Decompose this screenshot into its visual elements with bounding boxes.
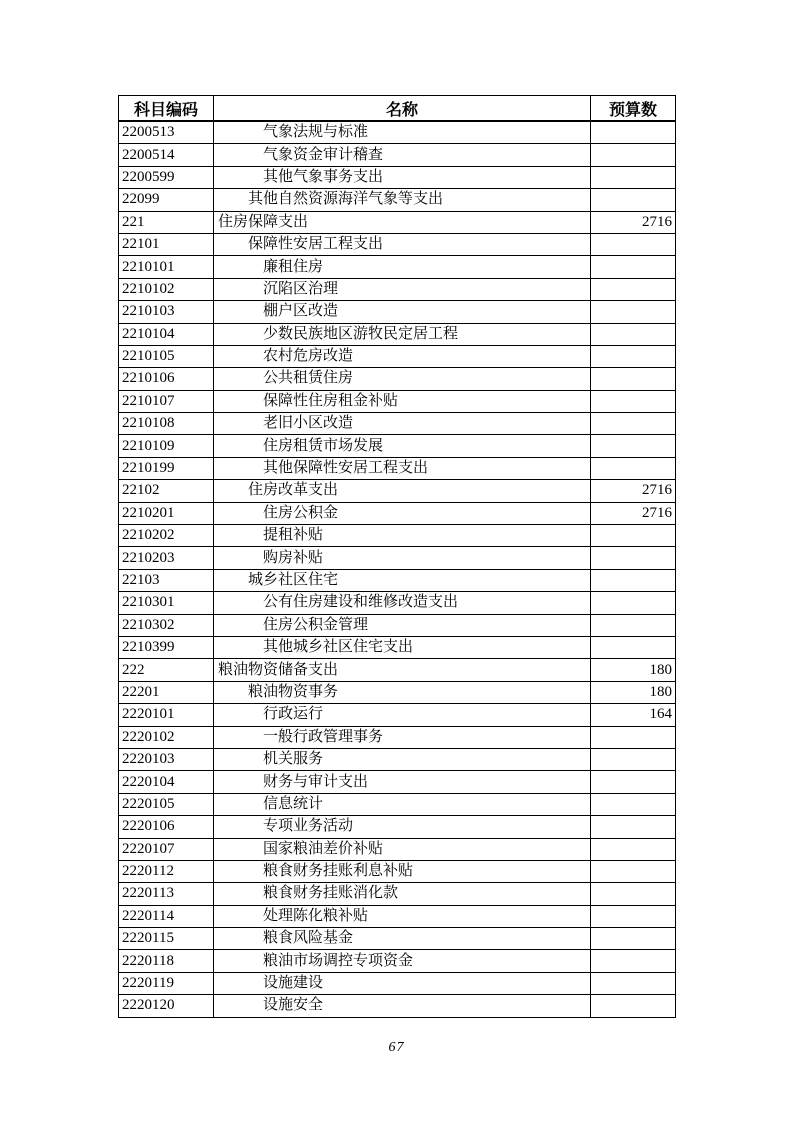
- table-row: [119, 502, 676, 524]
- table-row: [119, 569, 676, 591]
- table-row: [119, 413, 676, 435]
- table-row: [119, 793, 676, 815]
- name-cell: 粮油物资事务: [214, 681, 591, 703]
- table-row: [119, 233, 676, 255]
- table-row: [119, 480, 676, 502]
- name-cell: 一般行政管理事务: [214, 726, 591, 748]
- name-cell: 行政运行: [214, 704, 591, 726]
- table-row: [119, 950, 676, 972]
- table-header: [119, 96, 676, 122]
- name-cell: 粮食风险基金: [214, 928, 591, 950]
- name-cell: 其他气象事务支出: [214, 166, 591, 188]
- name-cell: 农村危房改造: [214, 345, 591, 367]
- name-cell: 城乡社区住宅: [214, 569, 591, 591]
- name-cell: 设施安全: [214, 995, 591, 1017]
- table-row: [119, 972, 676, 994]
- table-row: [119, 256, 676, 278]
- name-cell: 气象法规与标准: [214, 121, 591, 144]
- name-cell: 住房公积金管理: [214, 614, 591, 636]
- subject-code-cell: 221: [119, 211, 214, 233]
- table-row: [119, 771, 676, 793]
- subject-code-cell: 22099: [119, 189, 214, 211]
- table-row: [119, 659, 676, 681]
- name-cell: 公共租赁住房: [214, 368, 591, 390]
- name-cell: 住房改革支出: [214, 480, 591, 502]
- table-row: [119, 166, 676, 188]
- name-cell: 国家粮油差价补贴: [214, 838, 591, 860]
- subject-code-cell: 2200513: [119, 121, 214, 144]
- table-row: [119, 390, 676, 412]
- table-row: [119, 704, 676, 726]
- budget-cell: [591, 569, 676, 591]
- name-cell: 气象资金审计稽查: [214, 144, 591, 166]
- subject-code-cell: 2210302: [119, 614, 214, 636]
- subject-code-cell: 2220113: [119, 883, 214, 905]
- subject-code-cell: 2220120: [119, 995, 214, 1017]
- subject-code-cell: 2210106: [119, 368, 214, 390]
- budget-cell: [591, 860, 676, 882]
- budget-cell: [591, 793, 676, 815]
- budget-cell: [591, 883, 676, 905]
- budget-cell: [591, 233, 676, 255]
- budget-cell: [591, 748, 676, 770]
- page-number: 67: [388, 1040, 405, 1055]
- table-row: [119, 121, 676, 144]
- subject-code-cell: 22101: [119, 233, 214, 255]
- subject-code-cell: 2220114: [119, 905, 214, 927]
- table-row: [119, 816, 676, 838]
- column-header-budget: 预算数: [591, 96, 676, 122]
- budget-cell: [591, 950, 676, 972]
- table-row: [119, 211, 676, 233]
- budget-cell: [591, 636, 676, 658]
- budget-cell: [591, 301, 676, 323]
- table-row: [119, 323, 676, 345]
- subject-code-cell: 2220101: [119, 704, 214, 726]
- subject-code-cell: 2210108: [119, 413, 214, 435]
- budget-cell: [591, 995, 676, 1017]
- name-cell: 老旧小区改造: [214, 413, 591, 435]
- subject-code-cell: 2210199: [119, 457, 214, 479]
- name-cell: 提租补贴: [214, 525, 591, 547]
- budget-cell: [591, 278, 676, 300]
- subject-code-cell: 2210107: [119, 390, 214, 412]
- table-row: [119, 189, 676, 211]
- name-cell: 粮油物资储备支出: [214, 659, 591, 681]
- subject-code-cell: 22102: [119, 480, 214, 502]
- table-row: [119, 726, 676, 748]
- budget-cell: [591, 121, 676, 144]
- table-row: [119, 995, 676, 1017]
- subject-code-cell: 2220118: [119, 950, 214, 972]
- subject-code-cell: 2220106: [119, 816, 214, 838]
- table-row: [119, 681, 676, 703]
- subject-code-cell: 2210203: [119, 547, 214, 569]
- table-row: [119, 457, 676, 479]
- budget-cell: [591, 189, 676, 211]
- name-cell: 少数民族地区游牧民定居工程: [214, 323, 591, 345]
- subject-code-cell: 2210109: [119, 435, 214, 457]
- table-row: [119, 144, 676, 166]
- subject-code-cell: 2210399: [119, 636, 214, 658]
- subject-code-cell: 2220102: [119, 726, 214, 748]
- table-row: [119, 592, 676, 614]
- name-cell: 处理陈化粮补贴: [214, 905, 591, 927]
- budget-cell: [591, 838, 676, 860]
- name-cell: 粮食财务挂账消化款: [214, 883, 591, 905]
- name-cell: 沉陷区治理: [214, 278, 591, 300]
- budget-cell: [591, 614, 676, 636]
- budget-cell: [591, 166, 676, 188]
- budget-cell: [591, 928, 676, 950]
- name-cell: 保障性安居工程支出: [214, 233, 591, 255]
- name-cell: 公有住房建设和维修改造支出: [214, 592, 591, 614]
- table-row: [119, 614, 676, 636]
- budget-cell: 180: [591, 659, 676, 681]
- subject-code-cell: 222: [119, 659, 214, 681]
- table-row: [119, 838, 676, 860]
- table-row: [119, 860, 676, 882]
- budget-cell: [591, 413, 676, 435]
- name-cell: 其他自然资源海洋气象等支出: [214, 189, 591, 211]
- table-row: [119, 525, 676, 547]
- budget-cell: 164: [591, 704, 676, 726]
- budget-cell: [591, 345, 676, 367]
- column-header-subject-code: 科目编码: [119, 96, 214, 122]
- subject-code-cell: 2200514: [119, 144, 214, 166]
- subject-code-cell: 22201: [119, 681, 214, 703]
- table-row: [119, 368, 676, 390]
- subject-code-cell: 2210101: [119, 256, 214, 278]
- budget-cell: 2716: [591, 211, 676, 233]
- name-cell: 住房保障支出: [214, 211, 591, 233]
- table-row: [119, 345, 676, 367]
- subject-code-cell: 2220119: [119, 972, 214, 994]
- budget-cell: [591, 144, 676, 166]
- name-cell: 购房补贴: [214, 547, 591, 569]
- subject-code-cell: 2210102: [119, 278, 214, 300]
- budget-table: [118, 95, 676, 1018]
- subject-code-cell: 2210301: [119, 592, 214, 614]
- budget-cell: 180: [591, 681, 676, 703]
- table-row: [119, 883, 676, 905]
- budget-cell: [591, 323, 676, 345]
- name-cell: 粮食财务挂账利息补贴: [214, 860, 591, 882]
- subject-code-cell: 22103: [119, 569, 214, 591]
- name-cell: 棚户区改造: [214, 301, 591, 323]
- column-header-name: 名称: [214, 96, 591, 122]
- name-cell: 住房租赁市场发展: [214, 435, 591, 457]
- table-row: [119, 278, 676, 300]
- name-cell: 机关服务: [214, 748, 591, 770]
- name-cell: 保障性住房租金补贴: [214, 390, 591, 412]
- subject-code-cell: 2210105: [119, 345, 214, 367]
- budget-cell: [591, 368, 676, 390]
- budget-cell: [591, 726, 676, 748]
- subject-code-cell: 2220103: [119, 748, 214, 770]
- table-row: [119, 301, 676, 323]
- table-row: [119, 905, 676, 927]
- table-body: [119, 121, 676, 1017]
- table-row: [119, 748, 676, 770]
- name-cell: 其他保障性安居工程支出: [214, 457, 591, 479]
- budget-cell: [591, 816, 676, 838]
- subject-code-cell: 2210104: [119, 323, 214, 345]
- table-row: [119, 928, 676, 950]
- subject-code-cell: 2220112: [119, 860, 214, 882]
- budget-cell: [591, 592, 676, 614]
- budget-cell: [591, 547, 676, 569]
- name-cell: 财务与审计支出: [214, 771, 591, 793]
- budget-cell: 2716: [591, 502, 676, 524]
- subject-code-cell: 2210201: [119, 502, 214, 524]
- budget-cell: 2716: [591, 480, 676, 502]
- subject-code-cell: 2210202: [119, 525, 214, 547]
- header-row: [119, 96, 676, 122]
- budget-cell: [591, 771, 676, 793]
- subject-code-cell: 2220107: [119, 838, 214, 860]
- subject-code-cell: 2210103: [119, 301, 214, 323]
- budget-cell: [591, 457, 676, 479]
- table-row: [119, 435, 676, 457]
- subject-code-cell: 2200599: [119, 166, 214, 188]
- subject-code-cell: 2220115: [119, 928, 214, 950]
- budget-cell: [591, 256, 676, 278]
- budget-cell: [591, 435, 676, 457]
- budget-cell: [591, 390, 676, 412]
- name-cell: 粮油市场调控专项资金: [214, 950, 591, 972]
- table-row: [119, 636, 676, 658]
- budget-cell: [591, 972, 676, 994]
- name-cell: 其他城乡社区住宅支出: [214, 636, 591, 658]
- name-cell: 廉租住房: [214, 256, 591, 278]
- budget-cell: [591, 905, 676, 927]
- name-cell: 设施建设: [214, 972, 591, 994]
- name-cell: 住房公积金: [214, 502, 591, 524]
- name-cell: 专项业务活动: [214, 816, 591, 838]
- budget-cell: [591, 525, 676, 547]
- name-cell: 信息统计: [214, 793, 591, 815]
- subject-code-cell: 2220104: [119, 771, 214, 793]
- table-row: [119, 547, 676, 569]
- subject-code-cell: 2220105: [119, 793, 214, 815]
